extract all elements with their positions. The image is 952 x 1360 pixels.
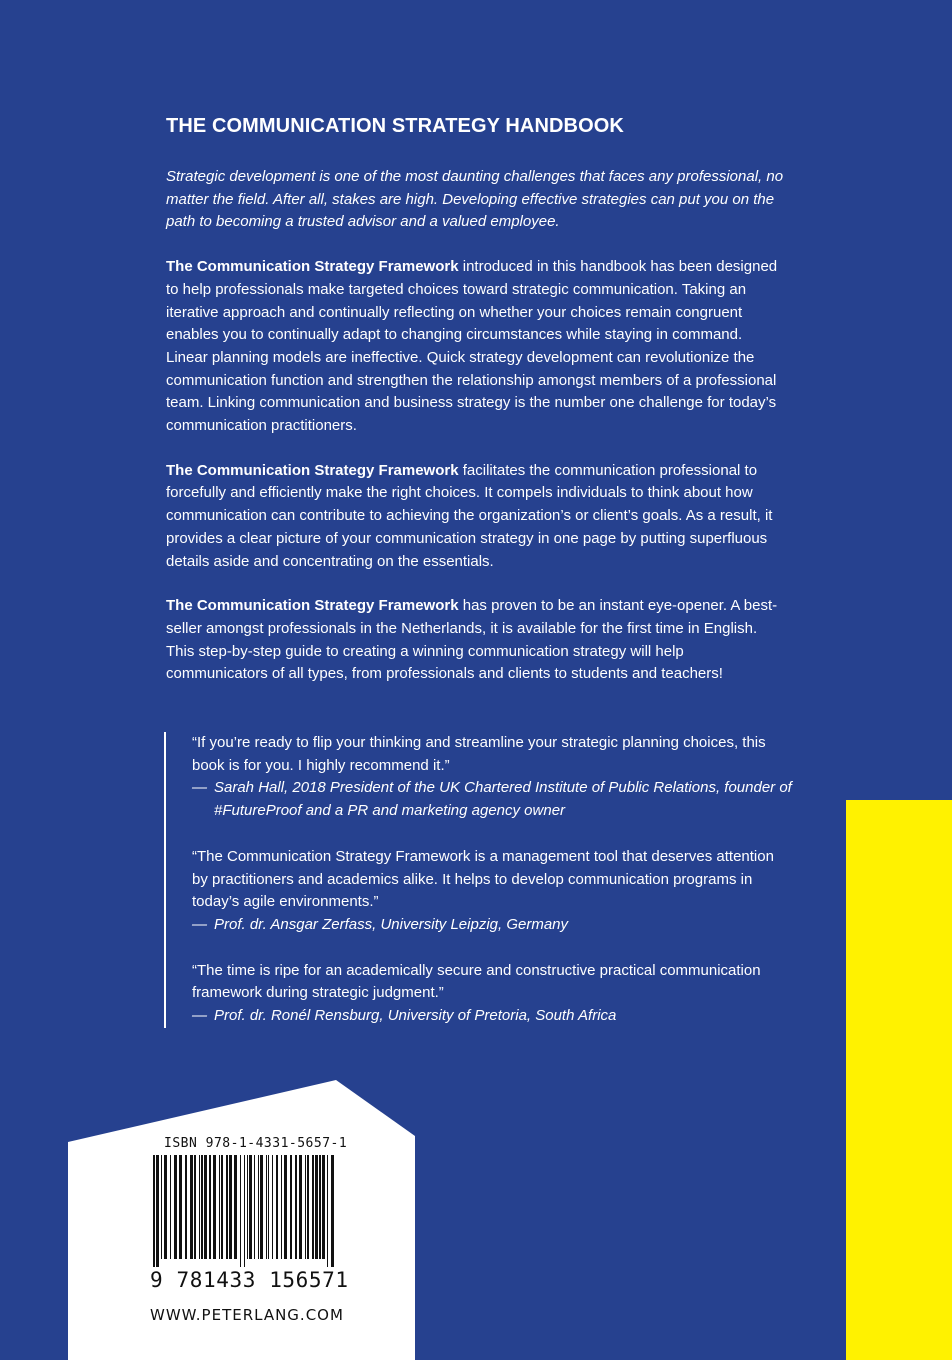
endorsement-quote [192, 846, 792, 937]
barcode [153, 1155, 335, 1267]
barcode-bar [201, 1155, 203, 1259]
back-cover-text [166, 114, 786, 708]
framework-name: The Communication Strategy Framework [166, 258, 459, 276]
barcode-bar [284, 1155, 287, 1259]
barcode-bar [185, 1155, 187, 1259]
endorsements [164, 732, 792, 1028]
barcode-bar [281, 1155, 282, 1259]
barcode-bar [221, 1155, 223, 1259]
barcode-bar [204, 1155, 207, 1259]
barcode-bar [266, 1155, 267, 1259]
barcode-bar [319, 1155, 321, 1259]
framework-name: The Communication Strategy Framework [166, 461, 459, 479]
barcode-bar [258, 1155, 259, 1259]
description-paragraph: The Communication Strategy Framework facilitates the communication professional to forcefully and efficiently make the right choices. It compels individuals to think about how communication can contribute to achieving the organization’s or client’s goals. As a result, it provides a clear picture of your communication strategy in one page by putting superfluous details aside and concentrating on the essentials. [166, 461, 773, 570]
barcode-bar [234, 1155, 237, 1259]
barcode-bar [247, 1155, 248, 1259]
isbn-label: ISBN 978-1-4331-5657-1 [164, 1136, 348, 1151]
quote-attribution: — Prof. dr. Ronél Rensburg, University of Pretoria, South Africa [192, 1007, 617, 1025]
intro-paragraph: Strategic development is one of the most daunting challenges that faces any professional, no matter the field. After all, stakes are high. Developing effective strategies can put you on the path to becoming a trusted advisor and a valued employee. [166, 168, 784, 231]
barcode-bar [307, 1155, 309, 1259]
barcode-bar [174, 1155, 177, 1259]
publisher-website: WWW.PETERLANG.COM [150, 1306, 344, 1324]
barcode-bar [276, 1155, 278, 1259]
quote-attribution: — Sarah Hall, 2018 President of the UK Chartered Institute of Public Relations, founder of #FutureProof and a PR and marketing agency owner [192, 779, 792, 820]
barcode-bar [229, 1155, 232, 1259]
barcode-bar [240, 1155, 241, 1267]
barcode-bar [161, 1155, 162, 1259]
barcode-bar [268, 1155, 269, 1259]
barcode-bar [254, 1155, 255, 1259]
barcode-bar [164, 1155, 167, 1259]
barcode-bar [305, 1155, 306, 1259]
barcode-bar [327, 1155, 328, 1267]
quote-text: “The time is ripe for an academically secure and constructive practical communication framework during strategic judgment.” [192, 961, 761, 1002]
description-paragraph: The Communication Strategy Framework introduced in this handbook has been designed to help professionals make targeted choices toward strategic communication. Taking an iterative approach and continually reflecting on whether your choices remain congruent enables you to continually adapt to changing circumstances while staying in command. Linear planning models are ineffective. Quick strategy development can revolutionize the communication function and strengthen the relationship amongst members of a professional team. Linking communication and business strategy is the number one challenge for today’s communication practitioners. [166, 258, 778, 435]
barcode-bar [190, 1155, 193, 1259]
barcode-bar [299, 1155, 302, 1259]
barcode-bar [179, 1155, 182, 1259]
barcode-bar [322, 1155, 325, 1259]
barcode-bar [244, 1155, 245, 1267]
description-paragraph: The Communication Strategy Framework has proven to be an instant eye-opener. A best-seller amongst professionals in the Netherlands, it is available for the first time in English. This step-by-step guide to creating a winning communication strategy will help communicators of all types, from professionals and clients to students and teachers! [166, 597, 778, 683]
barcode-bar [219, 1155, 220, 1259]
quote-text: “The Communication Strategy Framework is a management tool that deserves attention by practitioners and academics alike. It helps to develop communication programs in today’s agile environments.” [192, 847, 774, 911]
book-title: THE COMMUNICATION STRATEGY HANDBOOK [166, 115, 624, 137]
endorsement-quote [192, 960, 792, 1028]
barcode-bar [199, 1155, 200, 1259]
quote-attribution: — Prof. dr. Ansgar Zerfass, University Leipzig, Germany [192, 915, 569, 933]
barcode-bar [213, 1155, 216, 1259]
barcode-number: 9 781433 156571 [150, 1268, 349, 1292]
barcode-bar [315, 1155, 318, 1259]
barcode-bar [194, 1155, 196, 1259]
barcode-bar [312, 1155, 314, 1259]
barcode-bar [295, 1155, 297, 1259]
barcode-bar [260, 1155, 263, 1259]
endorsement-quote [192, 732, 792, 823]
barcode-bar [249, 1155, 252, 1259]
quote-text: “If you’re ready to flip your thinking and streamline your strategic planning choices, this book is for you. I highly recommend it.” [192, 734, 766, 774]
barcode-bar [290, 1155, 292, 1259]
barcode-bar [272, 1155, 273, 1259]
barcode-bar [153, 1155, 155, 1267]
barcode-bar [331, 1155, 334, 1267]
barcode-bar [209, 1155, 211, 1259]
barcode-bar [170, 1155, 171, 1259]
barcode-bar [226, 1155, 228, 1259]
barcode-bar [156, 1155, 159, 1267]
yellow-accent-band [846, 800, 952, 1360]
framework-name: The Communication Strategy Framework [166, 597, 459, 615]
